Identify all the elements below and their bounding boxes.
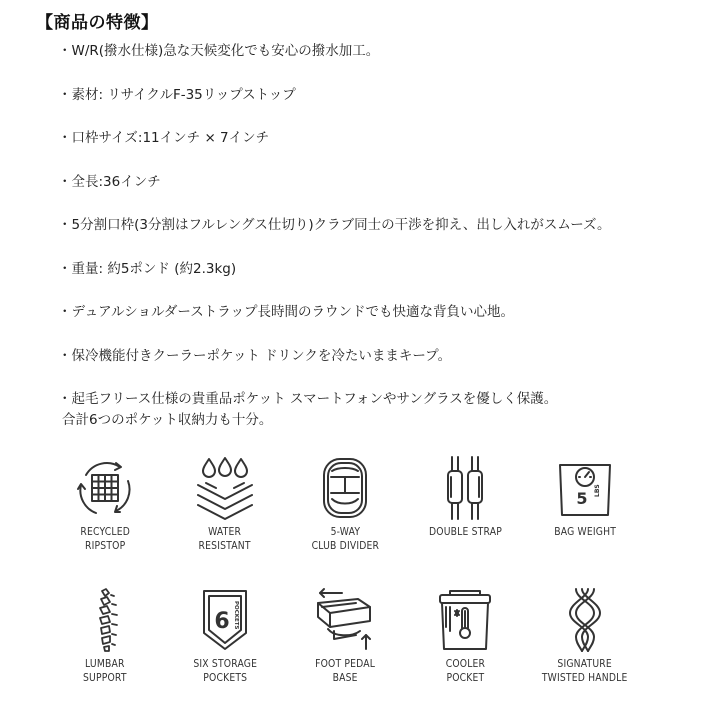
feature-badge-lumbar-support [45, 587, 165, 719]
icon-label: COOLER POCKET [445, 658, 485, 684]
feature-badge-water-resistant [165, 455, 285, 587]
cooler-pocket-icon [432, 587, 498, 653]
feature-item: ・保冷機能付きクーラーポケット ドリンクを冷たいままキープ。 [58, 347, 452, 364]
icon-label: DOUBLE STRAP [428, 526, 502, 538]
feature-badge-bag-weight [525, 455, 645, 587]
lumbar-support-icon [72, 587, 138, 653]
icon-row [45, 587, 645, 719]
feature-item: ・口枠サイズ:11インチ × 7インチ [58, 130, 270, 146]
icon-label: RECYCLED RIPSTOP [80, 526, 130, 552]
icon-label: WATER RESISTANT [198, 526, 252, 552]
feature-continuation: 合計6つのポケット収納力も十分。 [62, 412, 273, 428]
icon-label: 5-WAY CLUB DIVIDER [311, 526, 379, 552]
feature-badge-six-pockets [165, 587, 285, 719]
feature-badge-club-divider [285, 455, 405, 587]
feature-item: ・全長:36インチ [58, 173, 161, 190]
icon-label: FOOT PEDAL BASE [314, 658, 376, 684]
feature-badge-twisted-handle [525, 587, 645, 719]
double-strap-icon [432, 455, 498, 521]
feature-item: ・W/R(撥水仕様)急な天候変化でも安心の撥水加工。 [58, 43, 380, 59]
recycled-ripstop-icon [72, 455, 138, 521]
bag-weight-icon [552, 455, 618, 521]
feature-badge-double-strap [405, 455, 525, 587]
feature-icon-grid [45, 455, 645, 719]
svg-text:POCKETS: POCKETS [233, 601, 239, 630]
feature-item: ・5分割口枠(3分割はフルレングス仕切り)クラブ同士の干渉を抑え、出し入れがスムーズ。 [58, 217, 611, 233]
feature-list [58, 41, 708, 431]
svg-text:6: 6 [214, 609, 230, 634]
feature-item: ・起毛フリース仕様の貴重品ポケット スマートフォンやサングラスを優しく保護。 [58, 391, 558, 407]
feature-badge-foot-pedal [285, 587, 405, 719]
icon-label: SIGNATURE TWISTED HANDLE [542, 658, 628, 684]
icon-label: SIX STORAGE POCKETS [193, 658, 257, 684]
feature-item: ・素材: リサイクルF-35リップストップ [58, 86, 296, 103]
feature-badge-recycled-ripstop [45, 455, 165, 587]
icon-row [45, 455, 645, 587]
svg-text:5: 5 [576, 489, 588, 508]
water-resistant-icon [192, 455, 258, 521]
feature-badge-cooler-pocket [405, 587, 525, 719]
club-divider-icon [312, 455, 378, 521]
icon-label: BAG WEIGHT [554, 526, 616, 538]
six-pockets-icon [192, 587, 258, 653]
feature-item: ・デュアルショルダーストラップ長時間のラウンドでも快適な背負い心地。 [58, 304, 514, 320]
feature-item: ・重量: 約5ポンド (約2.3kg) [58, 260, 237, 277]
twisted-handle-icon [552, 587, 618, 653]
page-title: 【商品の特徴】 [36, 13, 159, 33]
svg-text:LBS: LBS [594, 484, 601, 497]
icon-label: LUMBAR SUPPORT [83, 658, 127, 684]
foot-pedal-icon [312, 587, 378, 653]
